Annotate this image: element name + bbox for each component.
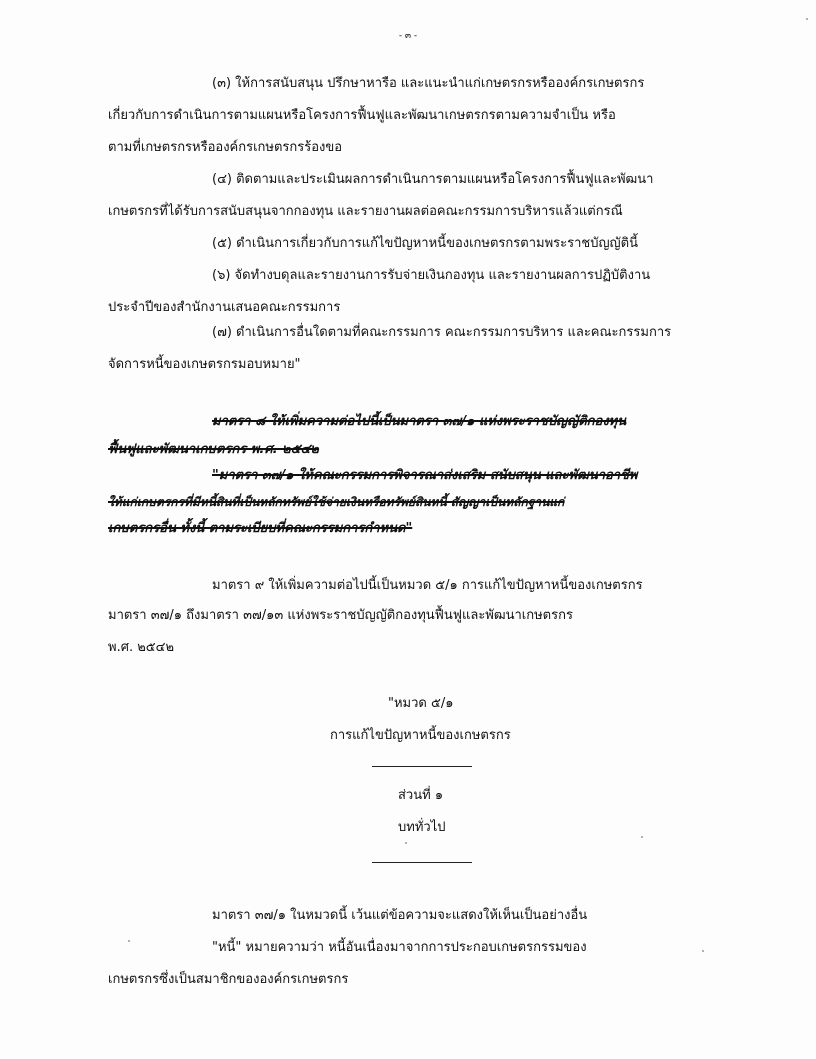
section-37-1-line-3: เกษตรกรซึ่งเป็นสมาชิกขององค์กรเกษตรกร	[108, 972, 349, 987]
duty-6-line-2: ประจำปีของสำนักงานเสนอคณะกรรมการ	[108, 300, 341, 315]
scan-speck	[641, 836, 643, 838]
struck-section-8-line-3: "มาตรา ๓๗/๑ ให้คณะกรรมการพิจารณาส่งเสริม สนับสนุน และพัฒนาอาชีพ	[212, 468, 638, 483]
page-number: - ๓ -	[398, 31, 418, 41]
struck-section-8-line-4: ให้แก่เกษตรกรที่มีหนี้สินที่เป็นหลักทรัพย์ใช้จ่ายเงินหรือทรัพย์สินหนี้ สัญญาเป็นหลักฐานแก่	[108, 495, 565, 509]
duty-3-line-1: (๓) ให้การสนับสนุน ปรึกษาหารือ และแนะนำแก่เกษตรกรหรือองค์กรเกษตรกร	[212, 76, 645, 91]
section-9-line-2: มาตรา ๓๗/๑ ถึงมาตรา ๓๗/๑๓ แห่งพระราชบัญญัติกองทุนฟื้นฟูและพัฒนาเกษตรกร	[108, 608, 573, 623]
divider-top	[372, 766, 472, 767]
chapter-title: "หมวด ๕/๑	[388, 696, 454, 711]
section-9-line-3: พ.ศ. ๒๕๔๒	[108, 640, 175, 655]
section-9-line-1: มาตรา ๙ ให้เพิ่มความต่อไปนี้เป็นหมวด ๕/๑ การแก้ไขปัญหาหนี้ของเกษตรกร	[212, 578, 643, 593]
chapter-subtitle: การแก้ไขปัญหาหนี้ของเกษตรกร	[330, 728, 511, 743]
scan-speck	[405, 842, 407, 844]
duty-4-line-1: (๔) ติดตามและประเมินผลการดำเนินการตามแผนหรือโครงการฟื้นฟูและพัฒนา	[212, 172, 654, 187]
scan-speck	[128, 940, 130, 942]
part-title: บททั่วไป	[398, 820, 446, 835]
section-37-1-line-2: "หนี้" หมายความว่า หนี้อันเนื่องมาจากการประกอบเกษตรกรรมของ	[212, 940, 587, 955]
duty-4-line-2: เกษตรกรที่ได้รับการสนับสนุนจากกองทุน และรายงานผลต่อคณะกรรมการบริหารแล้วแต่กรณี	[108, 204, 623, 219]
struck-section-8-line-5: เกษตรกรอื่น ทั้งนี้ ตามระเบียบที่คณะกรรมการกำหนด"	[108, 521, 413, 536]
part-number: ส่วนที่ ๑	[398, 788, 444, 803]
divider-bottom	[372, 862, 472, 863]
scan-speck	[702, 950, 704, 952]
duty-3-line-2: เกี่ยวกับการดำเนินการตามแผนหรือโครงการฟื้นฟูและพัฒนาเกษตรกรตามความจำเป็น หรือ	[108, 108, 616, 123]
duty-3-line-3: ตามที่เกษตรกรหรือองค์กรเกษตรกรร้องขอ	[108, 140, 343, 155]
duty-7-line-1: (๗) ดำเนินการอื่นใดตามที่คณะกรรมการ คณะกรรมการบริหาร และคณะกรรมการ	[212, 325, 672, 340]
scan-speck	[806, 18, 808, 20]
duty-5-line-1: (๕) ดำเนินการเกี่ยวกับการแก้ไขปัญหาหนี้ของเกษตรกรตามพระราชบัญญัตินี้	[212, 236, 638, 251]
struck-section-8-line-1: มาตรา ๘ ให้เพิ่มความต่อไปนี้เป็นมาตรา ๓๗/๑ แห่งพระราชบัญญัติกองทุน	[212, 414, 627, 429]
struck-section-8-line-2: ฟื้นฟูและพัฒนาเกษตรกร พ.ศ. ๒๕๔๒	[108, 442, 319, 457]
duty-6-line-1: (๖) จัดทำงบดุลและรายงานการรับจ่ายเงินกองทุน และรายงานผลการปฏิบัติงาน	[212, 268, 651, 283]
section-37-1-line-1: มาตรา ๓๗/๑ ในหมวดนี้ เว้นแต่ข้อความจะแสดงให้เห็นเป็นอย่างอื่น	[212, 908, 588, 923]
duty-7-line-2: จัดการหนี้ของเกษตรกรมอบหมาย"	[108, 357, 301, 372]
